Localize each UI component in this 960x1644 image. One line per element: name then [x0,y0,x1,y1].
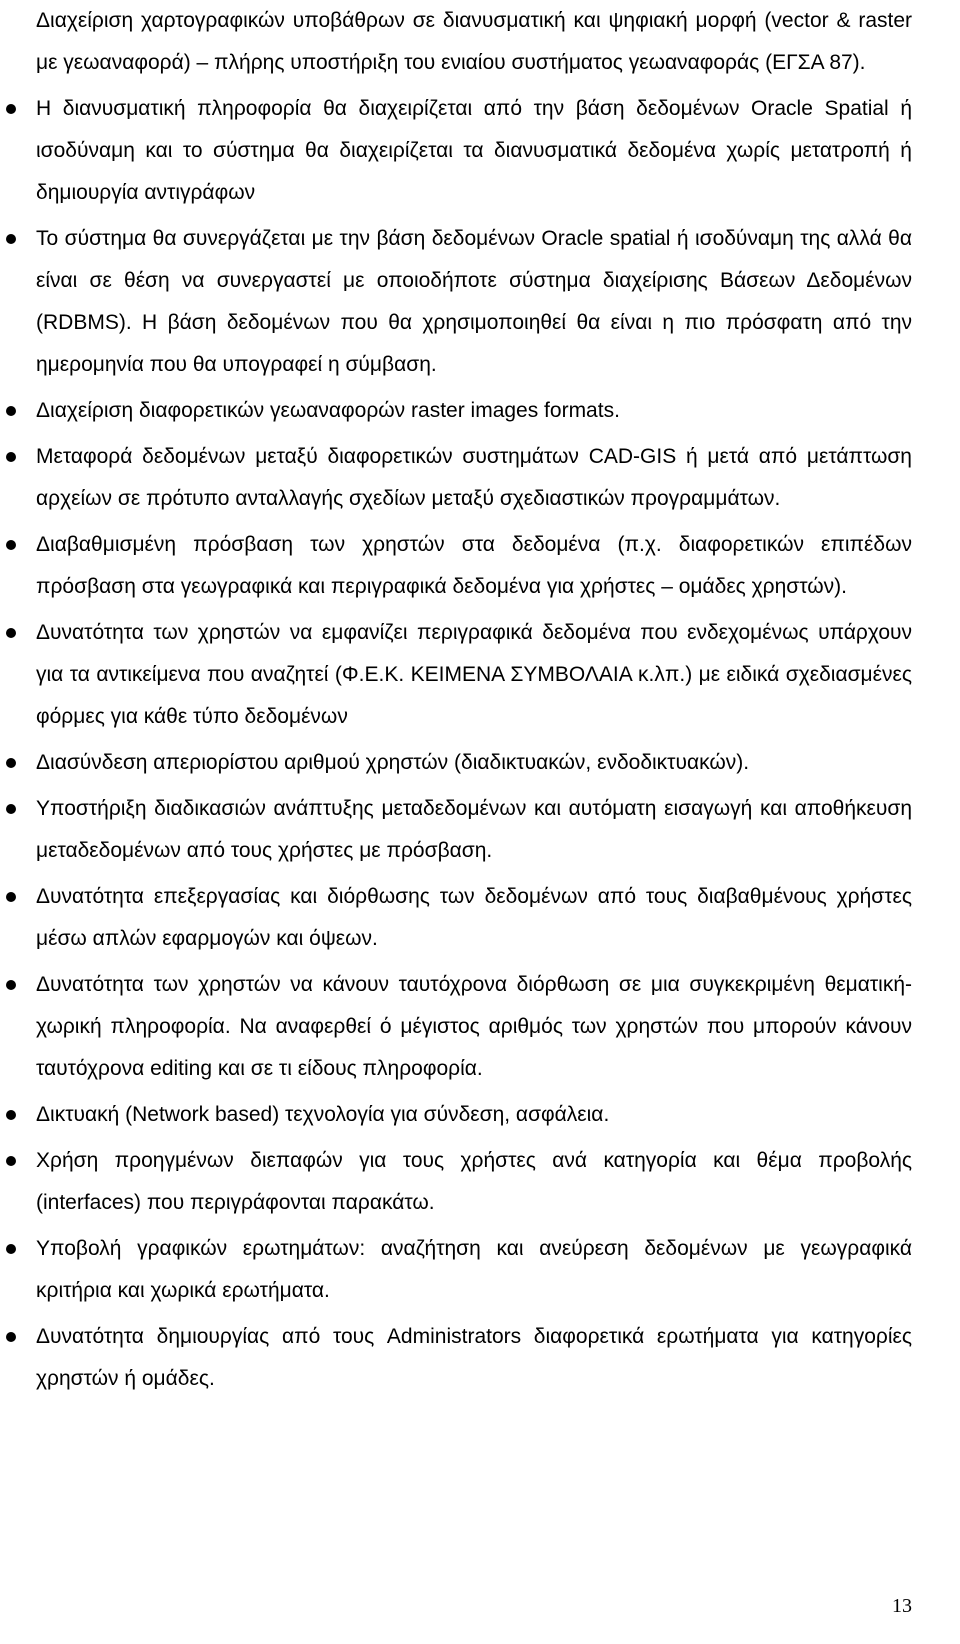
requirements-list [36,0,912,1400]
list-item-text: Μεταφορά δεδομένων μεταξύ διαφορετικών συστημάτων CAD-GIS ή μετά από μετάπτωση αρχείων σε πρότυπο ανταλλαγής σχεδίων μεταξύ σχεδιαστικών προγραμμάτων. [36,445,912,510]
bullet-icon [6,540,16,550]
list-item [36,876,912,960]
list-item [36,1316,912,1400]
list-item-text: Διαβαθμισμένη πρόσβαση των χρηστών στα δεδομένα (π.χ. διαφορετικών επιπέδων πρόσβαση στα γεωγραφικά και περιγραφικά δεδομένα για χρήστες – ομάδες χρηστών). [36,533,912,598]
bullet-icon [6,406,16,416]
list-item [36,964,912,1090]
list-item-text: Δυνατότητα των χρηστών να κάνουν ταυτόχρονα διόρθωση σε μια συγκεκριμένη θεματική-χωρική πληροφορία. Να αναφερθεί ό μέγιστος αριθμός των χρηστών που μπορούν κάνουν ταυτόχρονα editing και σε τι είδους πληροφορία. [36,973,912,1080]
bullet-icon [6,234,16,244]
list-item-text: Δυνατότητα των χρηστών να εμφανίζει περιγραφικά δεδομένα που ενδεχομένως υπάρχουν για τα αντικείμενα που αναζητεί (Φ.Ε.Κ. ΚΕΙΜΕΝΑ ΣΥΜΒΟΛΑΙΑ κ.λπ.) με ειδικά σχεδιασμένες φόρμες για κάθε τύπο δεδομένων [36,621,912,728]
bullet-icon [6,1156,16,1166]
list-item [36,788,912,872]
list-item-text: Χρήση προηγμένων διεπαφών για τους χρήστες ανά κατηγορία και θέμα προβολής (interfaces) που περιγράφονται παρακάτω. [36,1149,912,1214]
list-item [36,436,912,520]
bullet-icon [6,628,16,638]
bullet-icon [6,452,16,462]
list-item-text: Διασύνδεση απεριορίστου αριθμού χρηστών (διαδικτυακών, ενδοδικτυακών). [36,751,750,774]
list-item-text: Διαχείριση διαφορετικών γεωαναφορών raster images formats. [36,399,620,422]
bullet-icon [6,104,16,114]
list-item-text: Το σύστημα θα συνεργάζεται με την βάση δεδομένων Oracle spatial ή ισοδύναμη της αλλά θα είναι σε θέση να συνεργαστεί με οποιοδήποτε σύστημα διαχείρισης Βάσεων Δεδομένων (RDBMS). Η βάση δεδομένων που θα χρησιμοποιηθεί θα είναι η πιο πρόσφατη από την ημερομηνία που θα υπογραφεί η σύμβαση. [36,227,912,376]
list-item [36,612,912,738]
list-item [36,218,912,386]
list-item [36,88,912,214]
page-number: 13 [892,1595,912,1617]
list-item-text: Η διανυσματική πληροφορία θα διαχειρίζεται από την βάση δεδομένων Oracle Spatial ή ισοδύναμη και το σύστημα θα διαχειρίζεται τα διανυσματικά δεδομένα χωρίς μετατροπή ή δημιουργία αντιγράφων [36,97,912,204]
list-item [36,390,912,432]
list-item [36,1140,912,1224]
list-item-text: Δυνατότητα δημιουργίας από τους Administrators διαφορετικά ερωτήματα για κατηγορίες χρηστών ή ομάδες. [36,1325,912,1390]
list-item-text: Διαχείριση χαρτογραφικών υποβάθρων σε διανυσματική και ψηφιακή μορφή (vector & raster με γεωαναφορά) – πλήρης υποστήριξη του ενιαίου συστήματος γεωαναφοράς (ΕΓΣΑ 87). [36,9,912,74]
list-item [36,742,912,784]
list-item-text: Δικτυακή (Network based) τεχνολογία για σύνδεση, ασφάλεια. [36,1103,610,1126]
bullet-icon [6,804,16,814]
list-item [36,524,912,608]
list-item-text: Υποστήριξη διαδικασιών ανάπτυξης μεταδεδομένων και αυτόματη εισαγωγή και αποθήκευση μεταδεδομένων από τους χρήστες με πρόσβαση. [36,797,912,862]
bullet-icon [6,1244,16,1254]
list-item [36,1094,912,1136]
bullet-icon [6,1332,16,1342]
list-item-text: Υποβολή γραφικών ερωτημάτων: αναζήτηση και ανεύρεση δεδομένων με γεωγραφικά κριτήρια και χωρικά ερωτήματα. [36,1237,912,1302]
list-item-text: Δυνατότητα επεξεργασίας και διόρθωσης των δεδομένων από τους διαβαθμένους χρήστες μέσω απλών εφαρμογών και όψεων. [36,885,912,950]
bullet-icon [6,980,16,990]
bullet-icon [6,1110,16,1120]
bullet-icon [6,892,16,902]
list-item [36,0,912,84]
bullet-icon [6,758,16,768]
list-item [36,1228,912,1312]
